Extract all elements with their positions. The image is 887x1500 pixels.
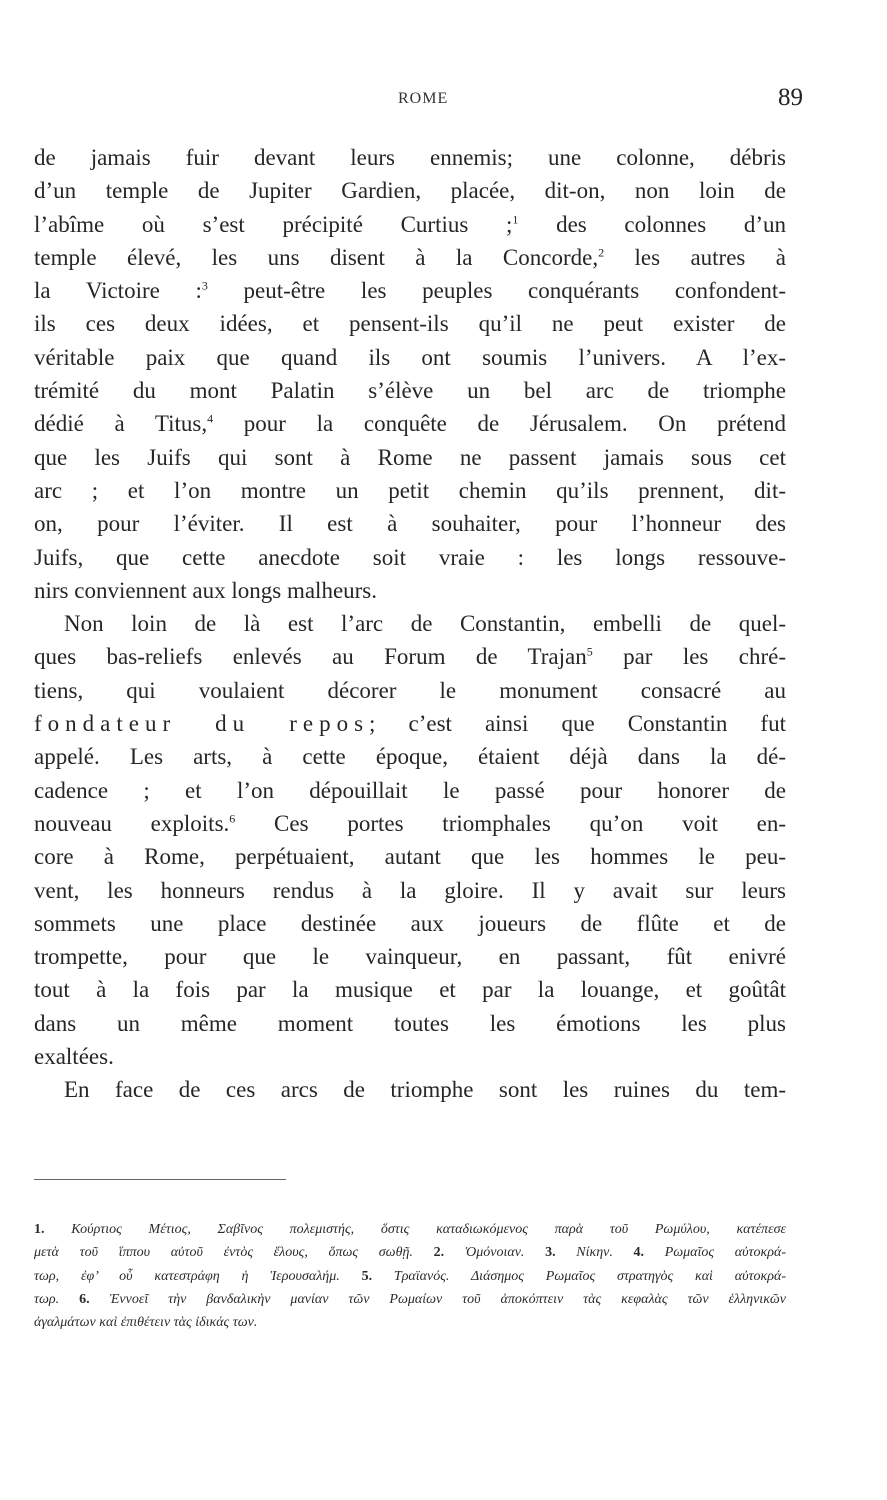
text-line: core à Rome, perpétuaient, autant que les hommes le peu-: [34, 844, 786, 870]
text-line: vent, les honneurs rendus à la gloire. Il y avait sur leurs: [34, 877, 786, 903]
footnote-ref[interactable]: 4: [207, 411, 214, 426]
emphasized-phrase: fondateur du repos: [34, 711, 370, 737]
text-line: arc ; et l’on montre un petit chemin qu’ils prennent, dit-: [34, 477, 786, 503]
text-line: tout à la fois par la musique et par la louange, et goûtât: [34, 977, 786, 1003]
text-line: tiens, qui voulaient décorer le monument consacré au: [34, 677, 786, 703]
footnote-ref[interactable]: 6: [229, 811, 236, 826]
text-line: cadence ; et l’on dépouillait le passé pour honorer de: [34, 777, 786, 803]
text-line: temple élevé, les uns disent à la Concorde,$^2$ les autres à: [34, 244, 786, 270]
footnote-number: 4.: [633, 1245, 645, 1261]
text-line: Non loin de là est l’arc de Constantin, embelli de quel-: [64, 611, 786, 637]
footnote-ref[interactable]: 1: [512, 211, 519, 226]
text-line: nirs conviennent aux longs malheurs.: [34, 577, 378, 603]
text-line: exaltées.: [34, 1044, 114, 1070]
footnote-ref[interactable]: 5: [586, 644, 593, 659]
footnote-number: 3.: [545, 1245, 556, 1261]
footnote-line: τωρ, ἐφ’ οὗ κατεστράφη ἡ Ἱερουσαλήμ. 5. Τραϊανός. Διάσημος Ρωμαῖος στρατηγὸς καὶ αὐτοκρά-: [34, 1268, 787, 1284]
footnote-number: 1.: [34, 1222, 45, 1237]
text-line: fondateur du repos; c’est ainsi que Constantin fut: [34, 711, 786, 737]
text-line: sommets une place destinée aux joueurs de flûte et de: [34, 910, 786, 936]
footnote-divider: [34, 1179, 286, 1180]
text-line: on, pour l’éviter. Il est à souhaiter, pour l’honneur des: [34, 511, 786, 537]
footnote-line: μετὰ τοῦ ἵππου αὐτοῦ ἐντὸς ἕλους, ὅπως σωθῇ. 2. Ὁμόνοιαν. 3. Νίκην. 4. Ρωμαῖος αὐτοκρά-: [34, 1245, 786, 1261]
text-line: ques bas-reliefs enlevés au Forum de Trajan$^5$ par les chré-: [34, 644, 786, 670]
text-line: que les Juifs qui sont à Rome ne passent jamais sous cet: [34, 444, 786, 470]
footnote-number: 2.: [433, 1245, 445, 1261]
text-line: la Victoire :$^3$ peut-être les peuples conquérants confondent-: [34, 278, 786, 304]
text-line: de jamais fuir devant leurs ennemis; une colonne, débris: [34, 145, 786, 170]
text-line: l’abîme où s’est précipité Curtius ;$^1$ des colonnes d’un: [34, 211, 787, 237]
text-line: dans un même moment toutes les émotions les plus: [34, 1010, 786, 1036]
text-line: En face de ces arcs de triomphe sont les ruines du tem-: [64, 1077, 786, 1103]
text-line: ils ces deux idées, et pensent-ils qu’il ne peut exister de: [34, 311, 786, 337]
footnote-ref[interactable]: 2: [598, 245, 605, 260]
text-line: véritable paix que quand ils ont soumis l’univers. A l’ex-: [34, 344, 786, 370]
text-line: Juifs, que cette anecdote soit vraie : les longs ressouve-: [34, 544, 786, 570]
footnote-number: 6.: [79, 1291, 90, 1307]
body-text: [34, 141, 786, 1107]
footnotes: [34, 1218, 786, 1334]
text-line: trompette, pour que le vainqueur, en passant, fût enivré: [34, 944, 786, 970]
running-title: ROME: [398, 90, 449, 107]
footnote-line: τωρ. 6. Ἐννοεῖ τὴν βανδαλικὴν μανίαν τῶν Ρωμαίων τοῦ ἀποκόπτειν τὰς κεφαλὰς τῶν ἑλληνικῶν: [34, 1291, 787, 1307]
text-line: d’un temple de Jupiter Gardien, placée, dit-on, non loin de: [34, 178, 786, 204]
footnote-ref[interactable]: 3: [201, 278, 208, 293]
text-line: dédié à Titus,$^4$ pour la conquête de Jérusalem. On prétend: [34, 411, 786, 437]
page-header: [0, 84, 887, 124]
footnote-line: ἀγαλμάτων καὶ ἐπιθέτειν τὰς ἰδικάς των.: [34, 1315, 258, 1331]
text-line: nouveau exploits.$^6$ Ces portes triomphales qu’on voit en-: [34, 810, 787, 836]
text-line: appelé. Les arts, à cette époque, étaient déjà dans la dé-: [34, 744, 786, 770]
page-number: 89: [778, 84, 803, 111]
footnote-line: 1. Κούρτιος Μέτιος, Σαβῖνος πολεμιστής, ὅστις καταδιωκόμενος παρὰ τοῦ Ρωμύλου, κατέπεσε: [34, 1222, 787, 1237]
footnote-number: 5.: [361, 1268, 373, 1284]
text-line: trémité du mont Palatin s’élève un bel arc de triomphe: [34, 378, 786, 404]
